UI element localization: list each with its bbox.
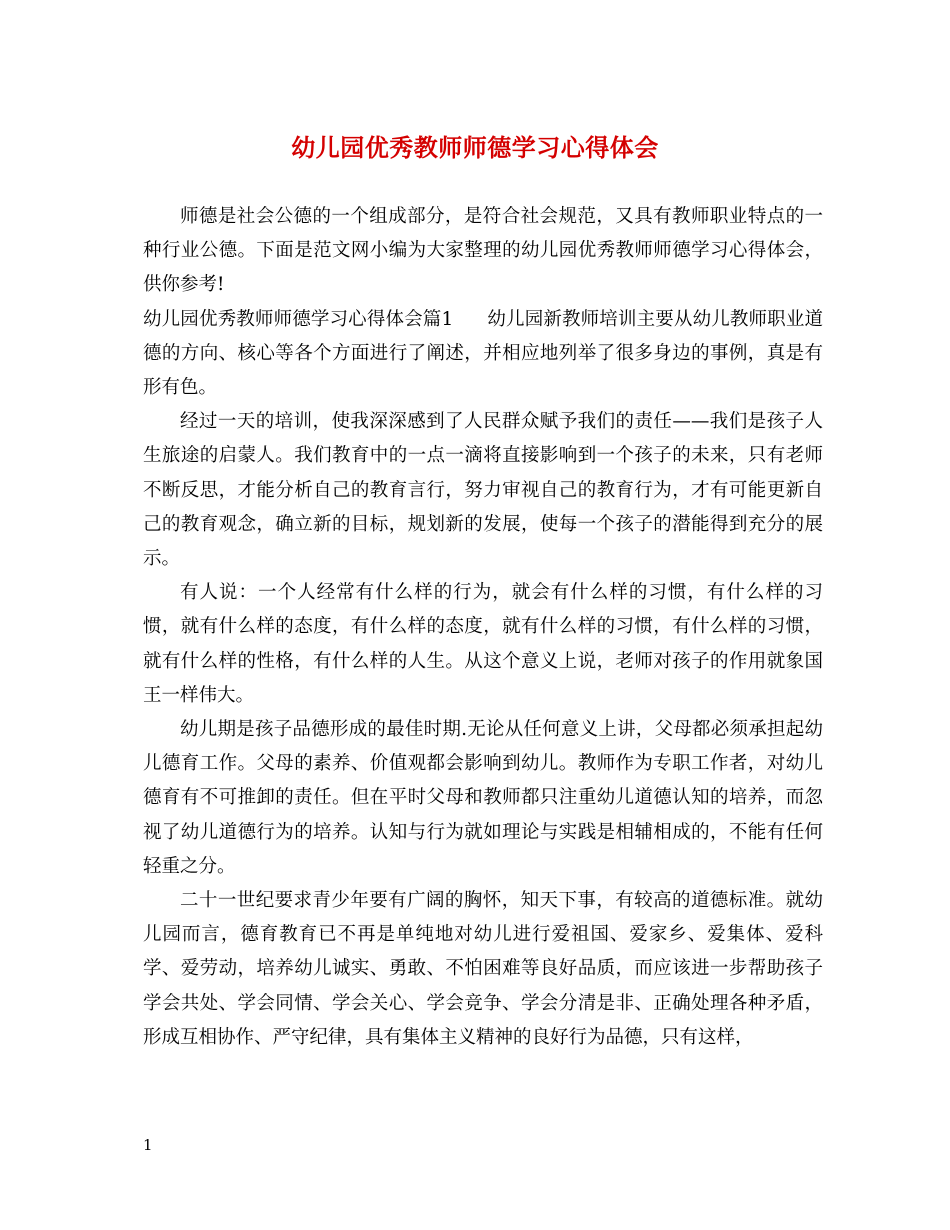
intro-paragraph: 师德是社会公德的一个组成部分，是符合社会规范，又具有教师职业特点的一种行业公德。下面是范文网小编为大家整理的幼儿园优秀教师师德学习心得体会，供你参考! [143,206,823,296]
body-paragraph: 经过一天的培训，使我深深感到了人民群众赋予我们的责任——我们是孩子人生旅途的启蒙人。我们教育中的一点一滴将直接影响到一个孩子的未来，只有老师不断反思，才能分析自己的教育言行，努力审视自己的教育行为，才有可能更新自己的教育观念，确立新的目标，规划新的发展，使每一个孩子的潜能得到充分的展示。 [143,411,823,570]
body-paragraph: 二十一世纪要求青少年要有广阔的胸怀，知天下事，有较高的道德标准。就幼儿园而言，德育教育已不再是单纯地对幼儿进行爱祖国、爱家乡、爱集体、爱科学、爱劳动，培养幼儿诚实、勇敢、不怕困难等良好品质，而应该进一步帮助孩子学会共处、学会同情、学会关心、学会竞争、学会分清是非、正确处理各种矛盾，形成互相协作、严守纪律，具有集体主义精神的良好行为品德，只有这样， [143,890,823,1048]
body-paragraph: 有人说：一个人经常有什么样的行为，就会有什么样的习惯，有什么样的习惯，就有什么样的态度，有什么样的态度，就有什么样的习惯，有什么样的习惯，就有什么样的性格，有什么样的人生。从这个意义上说，老师对孩子的作用就象国王一样伟大。 [143,582,823,706]
section-heading: 幼儿园优秀教师师德学习心得体会篇1 [143,308,454,330]
document-body [143,200,823,1055]
section-first-paragraph [143,303,823,406]
body-paragraph: 幼儿期是孩子品德形成的最佳时期.无论从任何意义上讲，父母都必须承担起幼儿德育工作。父母的素养、价值观都会影响到幼儿。教师作为专职工作者，对幼儿德育有不可推卸的责任。但在平时父母和教师都只注重幼儿道德认知的培养，而忽视了幼儿道德行为的培养。认知与行为就如理论与实践是相辅相成的，不能有任何轻重之分。 [143,719,823,877]
page-number: 1 [143,1136,153,1154]
document-title: 幼儿园优秀教师师德学习心得体会 [291,133,659,162]
section-first-paragraph-text: 幼儿园新教师培训主要从幼儿教师职业道德的方向、核心等各个方面进行了阐述，并相应地列举了很多身边的事例，真是有形有色。 [143,308,823,399]
